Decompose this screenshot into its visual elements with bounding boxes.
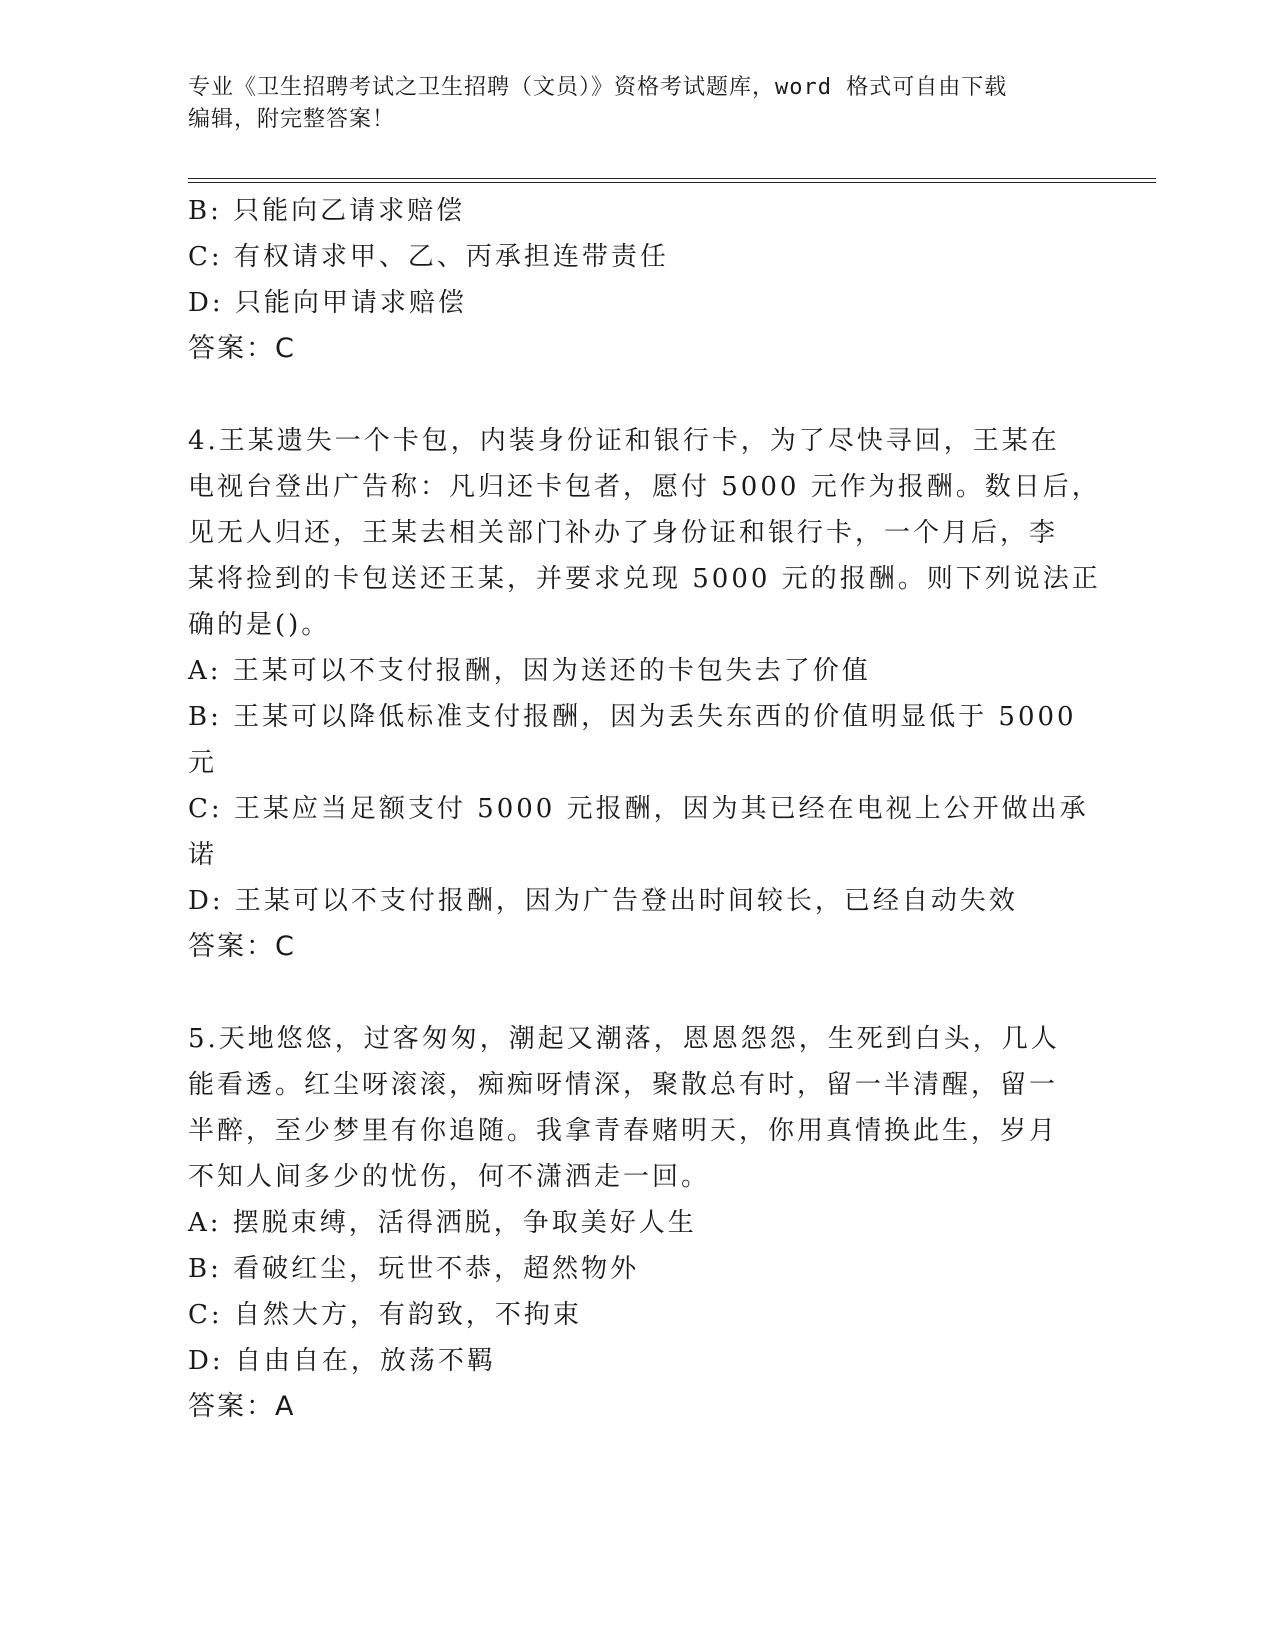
q4-stem-line-3: 见无人归还，王某去相关部门补办了身份证和银行卡，一个月后，李 (188, 518, 1059, 548)
q5-option-b: B: 看破红尘，玩世不恭，超然物外 (188, 1254, 640, 1284)
q4-option-a: A: 王某可以不支付报酬，因为送还的卡包失去了价值 (188, 656, 871, 686)
q4-stem-line-4: 某将捡到的卡包送还王某，并要求兑现 5000 元的报酬。则下列说法正 (188, 564, 1101, 594)
q3-option-b: B: 只能向乙请求赔偿 (188, 196, 466, 226)
question-content (188, 188, 1101, 1430)
q3-option-c: C: 有权请求甲、乙、丙承担连带责任 (188, 242, 669, 272)
q5-answer: 答案：A (188, 1391, 296, 1422)
header-line-2: 编辑，附完整答案！ (188, 107, 396, 132)
q3-answer: 答案：C (188, 333, 296, 364)
q5-option-a: A: 摆脱束缚，活得洒脱，争取美好人生 (188, 1208, 697, 1238)
document-header (188, 72, 1068, 136)
q5-stem-line-4: 不知人间多少的忧伤，何不潇洒走一回。 (188, 1162, 711, 1192)
q5-stem-line-3: 半醉，至少梦里有你追随。我拿青春赌明天，你用真情换此生，岁月 (188, 1116, 1059, 1146)
header-divider-bottom (188, 182, 1156, 183)
q5-stem-line-2: 能看透。红尘呀滚滚，痴痴呀情深，聚散总有时，留一半清醒，留一 (188, 1070, 1059, 1100)
question-3-block (188, 188, 1088, 372)
q5-option-c: C: 自然大方，有韵致，不拘束 (188, 1300, 582, 1330)
q4-answer: 答案：C (188, 931, 296, 962)
question-4-block (188, 418, 1101, 970)
q4-option-c-line-1: C: 王某应当足额支付 5000 元报酬，因为其已经在电视上公开做出承 (188, 794, 1089, 824)
q3-option-d: D: 只能向甲请求赔偿 (188, 288, 467, 318)
q4-option-d: D: 王某可以不支付报酬，因为广告登出时间较长，已经自动失效 (188, 886, 1018, 916)
q4-option-b-line-1: B: 王某可以降低标准支付报酬，因为丢失东西的价值明显低于 5000 (188, 702, 1077, 732)
q5-option-d: D: 自由自在，放荡不羁 (188, 1346, 496, 1376)
q5-stem-line-1: 5.天地悠悠，过客匆匆，潮起又潮落，恩恩怨怨，生死到白头，几人 (188, 1024, 1060, 1054)
q4-stem-line-1: 4.王某遗失一个卡包，内装身份证和银行卡，为了尽快寻回，王某在 (188, 426, 1060, 456)
q4-stem-line-2: 电视台登出广告称：凡归还卡包者，愿付 5000 元作为报酬。数日后， (188, 472, 1101, 502)
q4-option-c-line-2: 诺 (188, 840, 218, 870)
question-spacer (188, 372, 1088, 418)
question-5-block (188, 1016, 1088, 1430)
q4-stem-line-5: 确的是()。 (188, 610, 331, 640)
question-spacer (188, 970, 1088, 1016)
header-line-1: 专业《卫生招聘考试之卫生招聘（文员）》资格考试题库，word 格式可自由下载 (188, 75, 1008, 100)
q4-option-b-line-2: 元 (188, 748, 218, 778)
header-divider-top (188, 178, 1156, 179)
